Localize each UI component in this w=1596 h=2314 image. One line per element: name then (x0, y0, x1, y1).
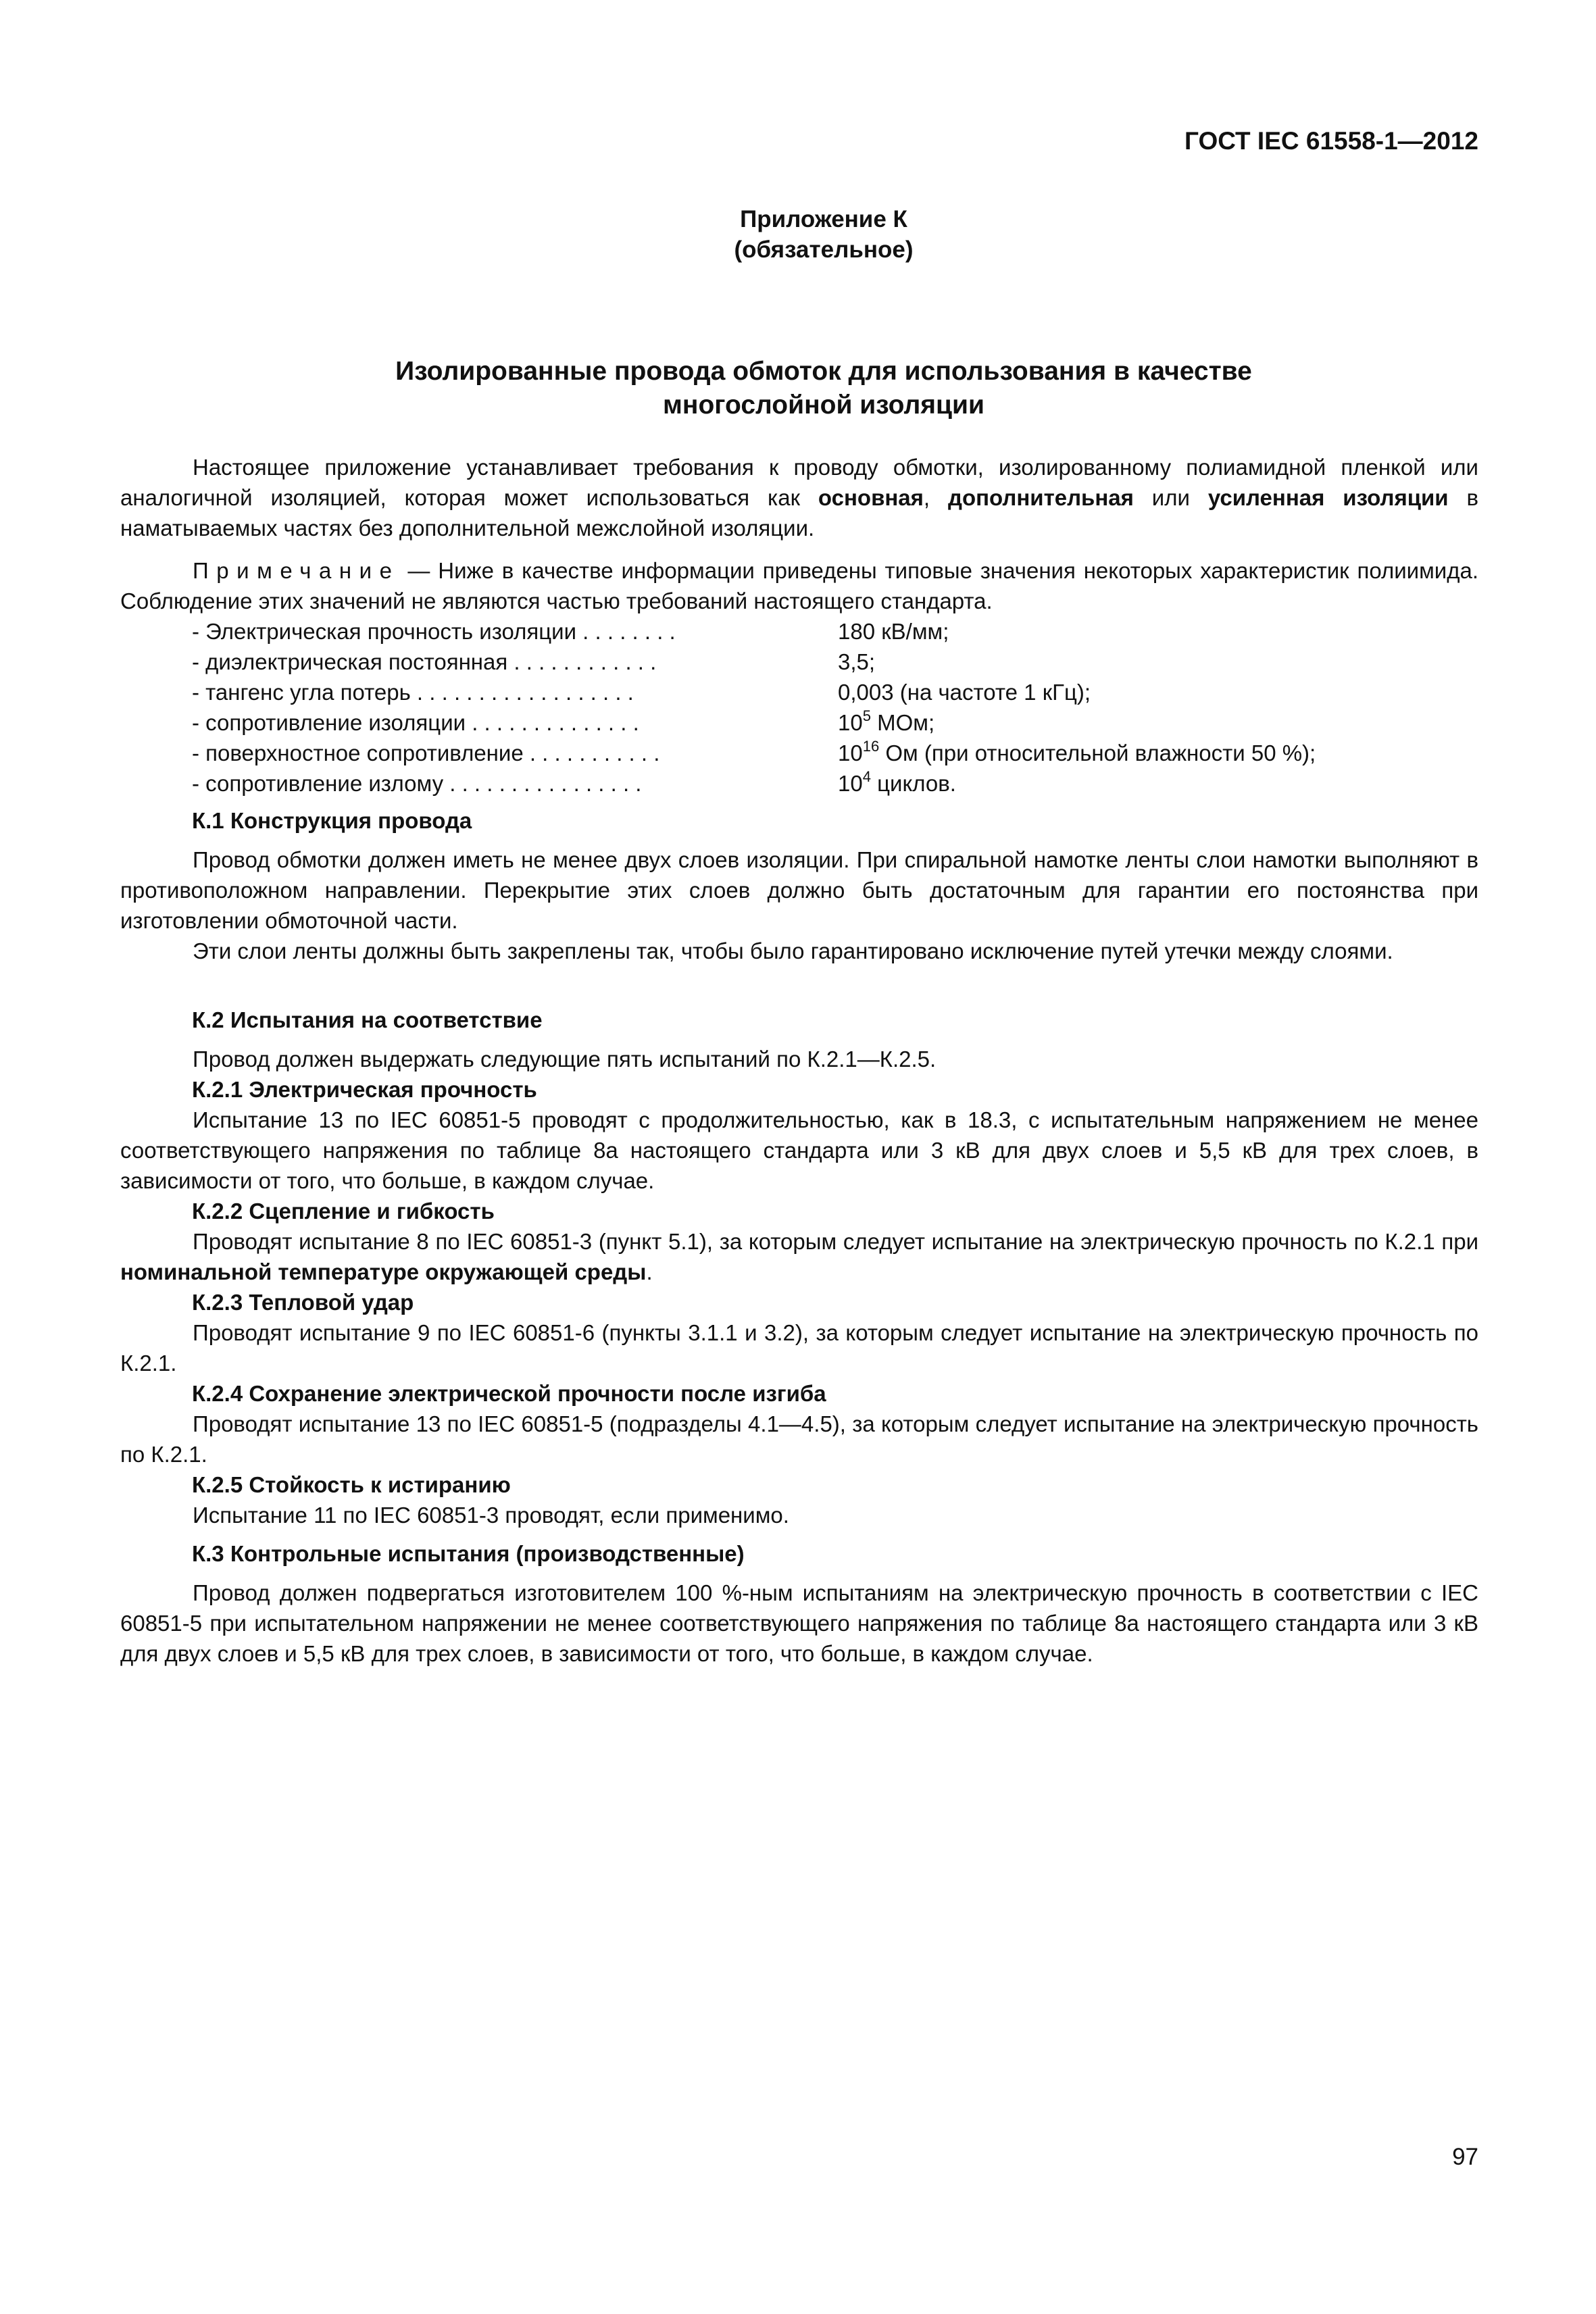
annex-title: Приложение К (740, 206, 907, 232)
section-heading-k2: К.2 Испытания на соответствие (192, 1007, 543, 1032)
property-value: $10^4$ циклов. (838, 768, 956, 796)
k24-paragraph: Проводят испытание 13 по IEC 60851-5 (подразделы 4.1—4.5), за которым следует испытание на электрическую прочность по К.2.1. (120, 1411, 1478, 1467)
intro-separator: или (1133, 485, 1208, 510)
main-title (169, 355, 1478, 422)
page-number: 97 (1452, 2144, 1478, 2170)
k1-paragraph-2: Эти слои ленты должны быть закреплены так, чтобы было гарантировано исключение путей утечки между слоями. (193, 938, 1393, 963)
k21-paragraph: Испытание 13 по IEC 60851-5 проводят с продолжительностью, как в 18.3, с испытательным напряжением не менее соответствующего напряжения по таблице 8а настоящего стандарта или 3 кВ для двух слоев и 5,5 кВ для трех слоев, в зависимости от того, что больше, в каждом случае. (120, 1107, 1478, 1193)
property-label: - диэлектрическая постоянная . . . . . . . . . . . . (192, 649, 657, 674)
k1-paragraph-1: Провод обмотки должен иметь не менее двух слоев изоляции. При спиральной намотке ленты слои намотки выполняют в противоположном направлении. Перекрытие этих слоев должно быть достаточным для гарантии его постоянства при изготовлении обмоточной части. (120, 847, 1478, 933)
section-heading-k1: К.1 Конструкция провода (192, 808, 472, 833)
property-label: - сопротивление изоляции . . . . . . . . . . . . . . (192, 710, 639, 735)
intro-term-supplementary: дополнительная (948, 485, 1134, 510)
k25-paragraph: Испытание 11 по IEC 60851-3 проводят, если применимо. (193, 1503, 789, 1528)
property-label: - поверхностное сопротивление . . . . . . . . . . . (192, 740, 660, 765)
property-row (192, 738, 1478, 768)
note-text: — Ниже в качестве информации приведены типовые значения некоторых характеристик полиимида. Соблюдение этих значений не являются частью требований настоящего стандарта. (120, 558, 1478, 613)
intro-term-reinforced: усиленная изоляции (1207, 485, 1449, 510)
section-heading-k24: К.2.4 Сохранение электрической прочности после изгиба (192, 1381, 826, 1406)
k2-paragraph: Провод должен выдержать следующие пять испытаний по К.2.1—К.2.5. (193, 1047, 937, 1072)
note-paragraph (120, 555, 1478, 616)
k22-bold-term: номинальной температуре окружающей среды (120, 1259, 647, 1284)
main-title-line-1: Изолированные провода обмоток для использования в качестве (395, 357, 1252, 386)
section-heading-k25: К.2.5 Стойкость к истиранию (192, 1472, 511, 1497)
property-row (192, 707, 1478, 738)
section-heading-k23: К.2.3 Тепловой удар (192, 1290, 414, 1315)
intro-text: Настоящее приложение устанавливает требования к проводу обмотки, изолированному полиамидной пленкой или аналогичной изоляцией, которая может использоваться как (120, 455, 1478, 510)
property-label: - сопротивление излому . . . . . . . . . . . . . . . . (192, 771, 642, 796)
property-value: 180 кВ/мм; (838, 619, 949, 644)
property-value: 0,003 (на частоте 1 кГц); (838, 680, 1091, 705)
intro-term-basic: основная (818, 485, 924, 510)
section-heading-k3: К.3 Контрольные испытания (производственные) (192, 1541, 745, 1566)
k3-paragraph: Провод должен подвергаться изготовителем 100 %-ным испытаниям на электрическую прочность в соответствии с IEC 60851-5 при испытательном напряжении не менее соответствующего напряжения по таблице 8а настоящего стандарта или 3 кВ для двух слоев и 5,5 кВ для трех слоев, в зависимости от того, что больше, в каждом случае. (120, 1580, 1478, 1666)
section-heading-k21: К.2.1 Электрическая прочность (192, 1077, 537, 1102)
intro-paragraph (120, 452, 1478, 543)
properties-list (192, 616, 1478, 799)
intro-separator: , (923, 485, 949, 510)
property-label: - тангенс угла потерь . . . . . . . . . . . . . . . . . . (192, 680, 634, 705)
property-value: 3,5; (838, 649, 876, 674)
property-row (192, 616, 1478, 647)
k22-paragraph: Проводят испытание 8 по IEC 60851-3 (пункт 5.1), за которым следует испытание на электрическую прочность по К.2.1 при номинальной температуре окружающей среды. (120, 1229, 1478, 1284)
property-row (192, 768, 1478, 799)
property-row (192, 647, 1478, 677)
section-heading-k22: К.2.2 Сцепление и гибкость (192, 1199, 495, 1224)
annex-kind: (обязательное) (734, 236, 914, 263)
property-label: - Электрическая прочность изоляции . . . . . . . . (192, 619, 676, 644)
intro-text-end: в наматываемых частях без дополнительной межслойной изоляции. (120, 485, 1479, 540)
main-title-line-2: многослойной изоляции (663, 391, 984, 420)
note-label: Примечание (193, 558, 400, 583)
property-value: $10^5$ МОм; (838, 707, 935, 735)
standard-code: ГОСТ IEC 61558-1—2012 (1184, 127, 1478, 155)
property-value: $10^{16}$ Ом (при относительной влажности 50 %); (838, 738, 1316, 765)
property-row (192, 677, 1478, 707)
k23-paragraph: Проводят испытание 9 по IEC 60851-6 (пункты 3.1.1 и 3.2), за которым следует испытание на электрическую прочность по К.2.1. (120, 1320, 1478, 1376)
